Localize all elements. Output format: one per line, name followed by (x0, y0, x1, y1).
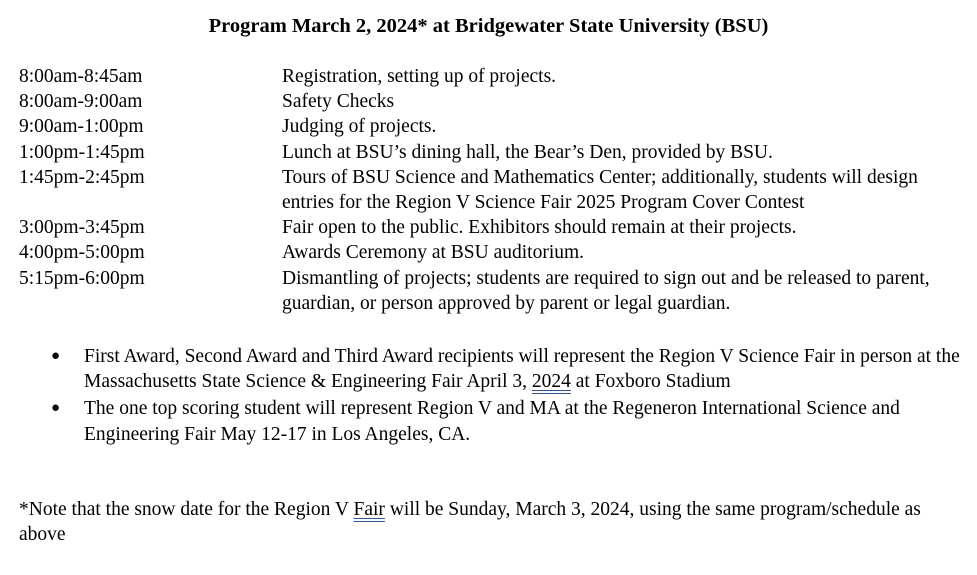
bullet-marker-icon: ● (51, 348, 61, 364)
schedule-desc: Tours of BSU Science and Mathematics Center; additionally, students will design entries for the Region V Science Fair 2025 Program Cover Contest (282, 166, 918, 214)
bullet-item (0, 344, 960, 394)
schedule-row (19, 89, 959, 114)
schedule-desc: Registration, setting up of projects. (282, 66, 557, 87)
schedule-row (19, 215, 959, 240)
schedule-row (19, 266, 959, 316)
schedule-table (19, 64, 959, 316)
schedule-time: 1:00pm-1:45pm (19, 141, 145, 163)
page-title: Program March 2, 2024* at Bridgewater State University (BSU) (208, 15, 769, 37)
schedule-time: 8:00am-8:45am (19, 66, 143, 87)
schedule-desc: Lunch at BSU’s dining hall, the Bear’s Den, provided by BSU. (282, 141, 773, 163)
spellcheck-underline: 2024 (531, 371, 571, 393)
schedule-row (19, 64, 959, 89)
schedule-desc: Awards Ceremony at BSU auditorium. (282, 242, 585, 264)
bullet-marker-icon: ● (51, 400, 61, 417)
bullet-text: The one top scoring student will represent Region V and MA at the Regeneron International Science and Engineering Fair May 12-17 in Los Angeles, CA. (84, 398, 900, 445)
schedule-time: 5:15pm-6:00pm (19, 267, 145, 289)
schedule-row (19, 140, 959, 165)
spellcheck-underline: Fair (353, 499, 385, 520)
schedule-time: 4:00pm-5:00pm (19, 242, 145, 264)
schedule-time: 9:00am-1:00pm (19, 116, 144, 138)
snow-date-note: *Note that the snow date for the Region V Fair will be Sunday, March 3, 2024, using the same program/schedule as above (19, 499, 921, 546)
schedule-time: 3:00pm-3:45pm (19, 217, 145, 239)
schedule-desc: Safety Checks (282, 91, 395, 113)
bullet-list (0, 344, 960, 449)
schedule-desc: Judging of projects. (282, 116, 437, 138)
bullet-text: First Award, Second Award and Third Award recipients will represent the Region V Science Fair in person at the Massachusetts State Science & Engineering Fair April 3, 2024 at Foxboro Stadium (84, 346, 960, 393)
schedule-desc: Dismantling of projects; students are required to sign out and be released to parent, guardian, or person approved by parent or legal guardian. (282, 267, 930, 314)
schedule-row (19, 165, 959, 215)
schedule-row (19, 240, 959, 265)
schedule-desc: Fair open to the public. Exhibitors should remain at their projects. (282, 217, 797, 239)
bullet-item (0, 396, 960, 446)
schedule-time: 1:45pm-2:45pm (19, 166, 145, 188)
schedule-time: 8:00am-9:00am (19, 91, 143, 113)
schedule-row (19, 114, 959, 139)
